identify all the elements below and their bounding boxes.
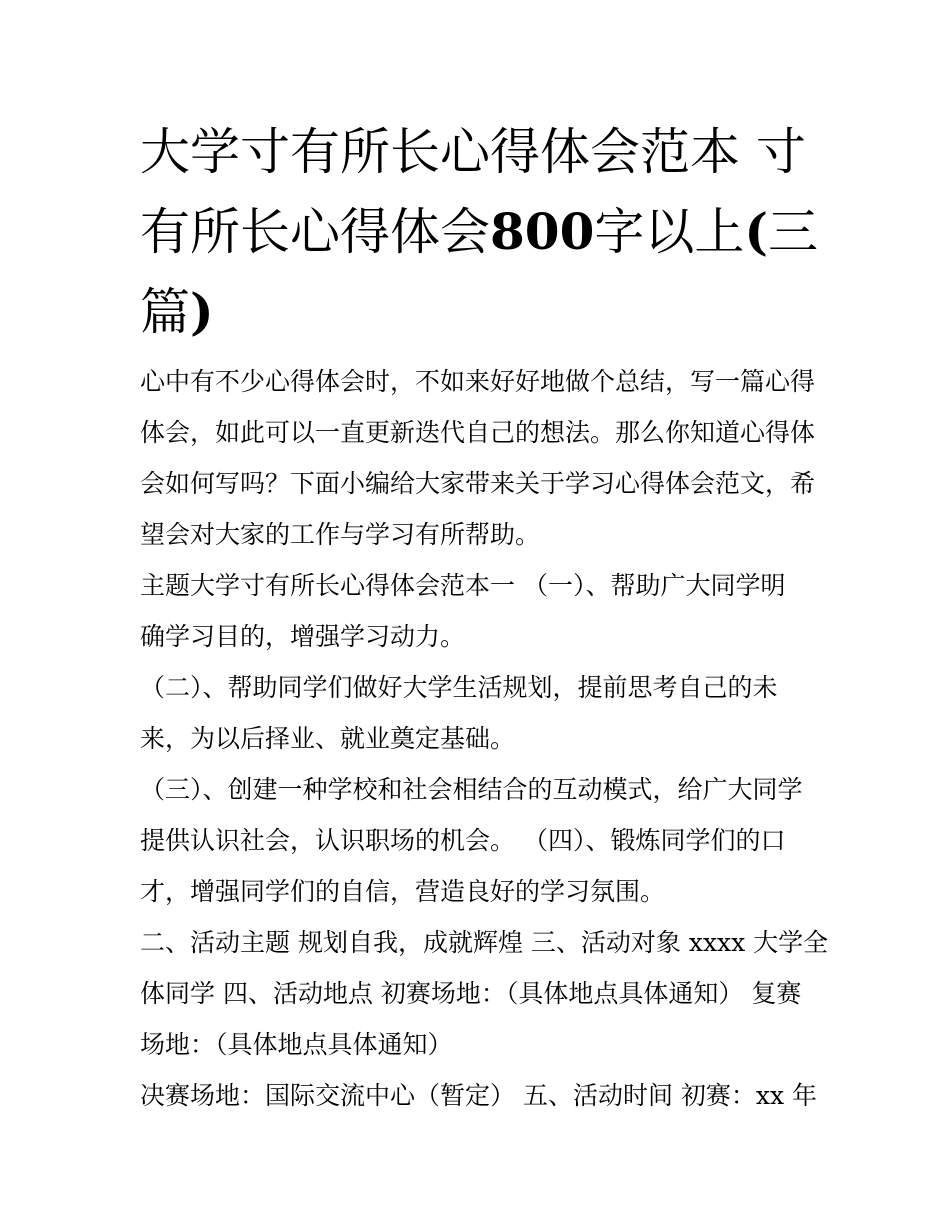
document-title	[140, 112, 820, 352]
text-line: 主题大学寸有所长心得体会范本一 （一）、帮助广大同学明	[140, 571, 786, 600]
title-line-2-paren: (	[744, 202, 769, 261]
text-line: 来，为以后择业、就业奠定基础。	[140, 724, 516, 753]
text-line: 场地：（具体地点具体通知）	[140, 1030, 453, 1059]
title-line-2-text-a: 有所长心得体会	[140, 203, 490, 261]
text-line: 二、活动主题 规划自我，成就辉煌 三、活动对象 xxxx 大学全	[140, 928, 829, 957]
paragraph-item-three	[140, 764, 820, 917]
title-line-2-text-c: 字以上	[594, 203, 745, 261]
title-line-2-text-e: 三	[768, 203, 819, 261]
paragraph-item-two	[140, 662, 820, 764]
text-line: 才，增强同学们的自信，营造良好的学习氛围。	[140, 877, 666, 906]
paragraph-activity-info	[140, 917, 829, 1070]
title-line-3-paren: )	[190, 282, 214, 341]
paragraph-theme-one	[140, 560, 820, 662]
paragraph-final-venue	[140, 1070, 820, 1121]
title-line-3	[140, 272, 820, 352]
text-line: 确学习目的，增强学习动力。	[140, 622, 466, 651]
text-line: 提供认识社会，认识职场的机会。 （四）、锻炼同学们的口	[140, 826, 786, 855]
text-line: （三）、创建一种学校和社会相结合的互动模式，给广大同学	[140, 775, 803, 804]
document-body	[140, 356, 829, 1121]
title-line-1	[140, 112, 820, 192]
title-line-2-number: 800	[490, 202, 595, 261]
title-line-1-text: 大学寸有所长心得体会范本 寸	[140, 123, 806, 181]
text-line: 心中有不少心得体会时，不如来好好地做个总结，写一篇心得	[140, 367, 816, 396]
title-line-3-text: 篇	[140, 283, 190, 341]
text-line: 会如何写吗？下面小编给大家带来关于学习心得体会范文，希	[140, 469, 816, 498]
text-line: 体同学 四、活动地点 初赛场地：（具体地点具体通知） 复赛	[140, 979, 802, 1008]
title-line-2	[140, 192, 820, 272]
text-line: 望会对大家的工作与学习有所帮助。	[140, 520, 541, 549]
paragraph-intro	[140, 356, 820, 560]
text-line: （二）、帮助同学们做好大学生活规划，提前思考自己的未	[140, 673, 778, 702]
text-line: 体会，如此可以一直更新迭代自己的想法。那么你知道心得体	[140, 418, 816, 447]
text-line: 决赛场地：国际交流中心（暂定） 五、活动时间 初赛：xx 年	[140, 1081, 818, 1110]
